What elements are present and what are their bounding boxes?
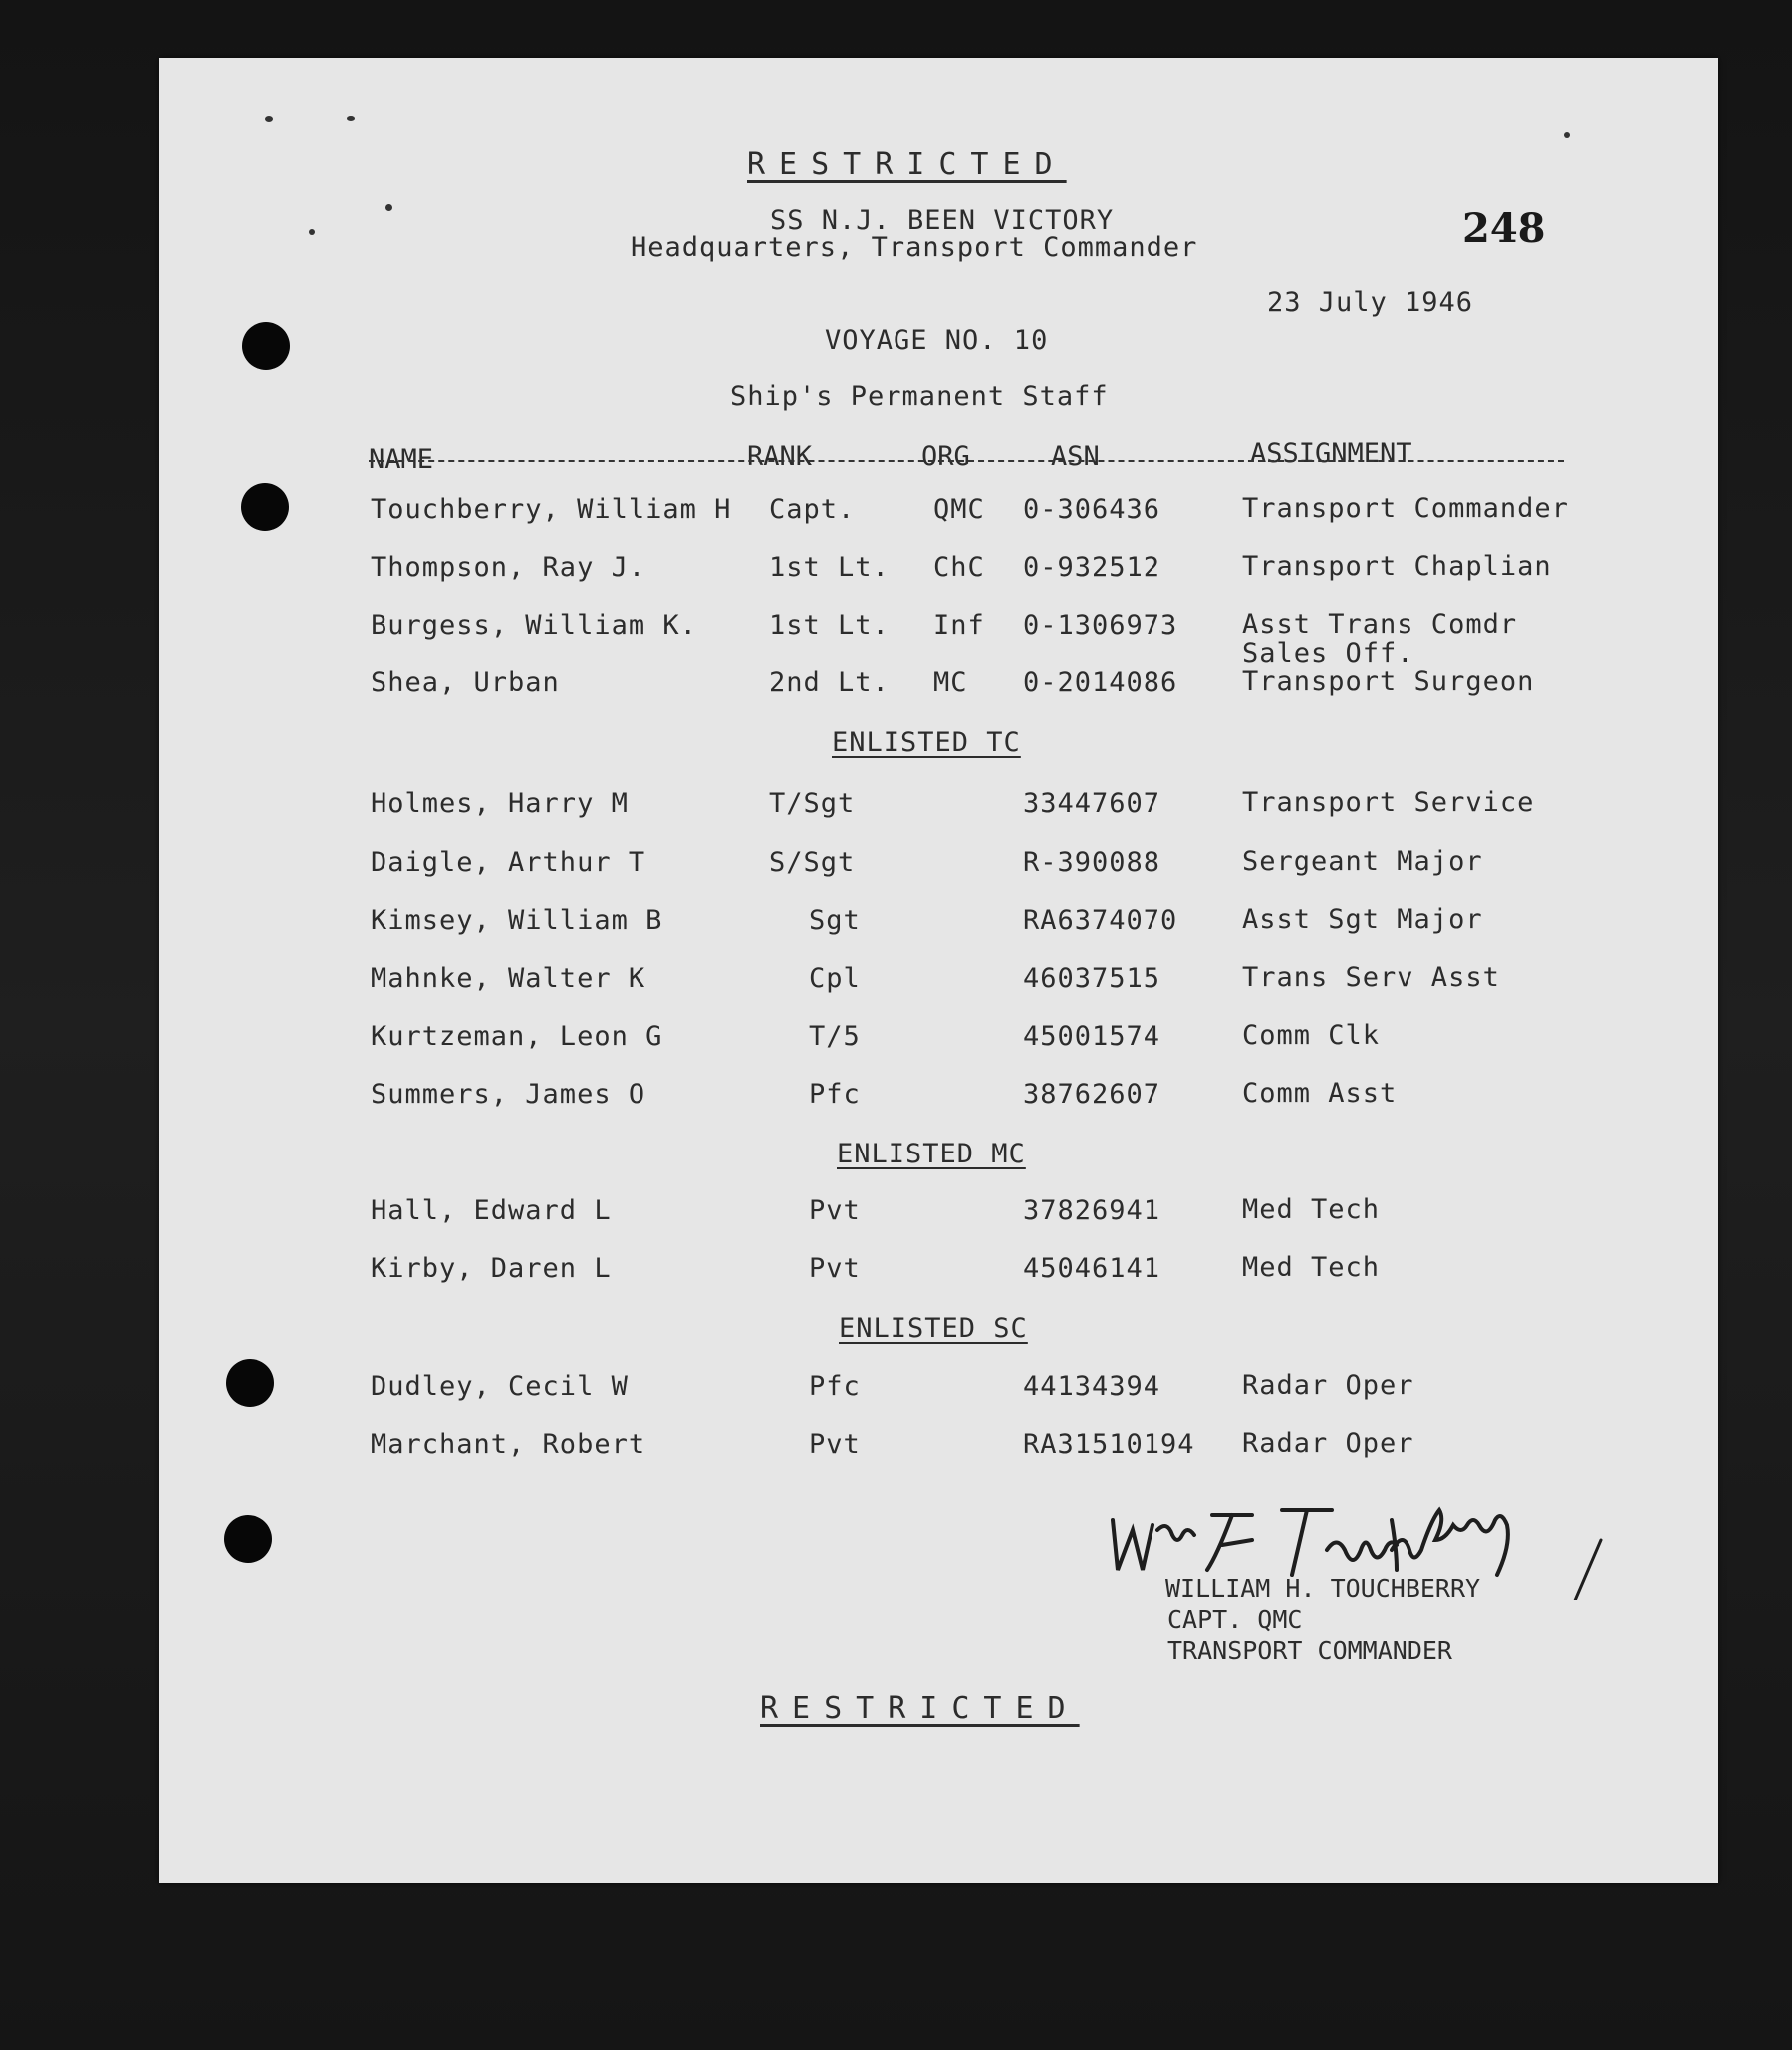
cell-assignment: Transport Commander	[1242, 493, 1569, 524]
signer-title: TRANSPORT COMMANDER	[1167, 1636, 1452, 1665]
cell-assignment: Radar Oper	[1242, 1428, 1414, 1459]
table-row	[371, 552, 1616, 592]
table-row	[371, 905, 1616, 945]
document-date: 23 July 1946	[1267, 287, 1474, 318]
table-row	[371, 1253, 1616, 1293]
cell-rank: Pvt	[809, 1253, 861, 1284]
punch-hole	[242, 322, 290, 370]
table-row	[371, 1429, 1616, 1469]
stray-mark	[265, 116, 273, 122]
cell-org: Inf	[933, 610, 985, 641]
cell-name: Marchant, Robert	[371, 1429, 646, 1460]
cell-name: Shea, Urban	[371, 667, 560, 698]
punch-hole	[226, 1359, 274, 1407]
cell-assignment: Radar Oper	[1242, 1370, 1414, 1401]
cell-asn: 0-1306973	[1023, 610, 1178, 641]
table-row	[371, 963, 1616, 1003]
cell-assignment: Trans Serv Asst	[1242, 962, 1500, 993]
restricted-heading-top: RESTRICTED	[747, 147, 1067, 182]
cell-asn: RA31510194	[1023, 1429, 1195, 1460]
cell-rank: T/Sgt	[769, 788, 856, 819]
cell-org: QMC	[933, 494, 985, 525]
cell-assignment: Asst Sgt Major	[1242, 904, 1483, 935]
cell-asn: 45001574	[1023, 1021, 1161, 1052]
cell-rank: T/5	[809, 1021, 861, 1052]
punch-hole	[241, 483, 289, 531]
cell-name: Burgess, William K.	[371, 610, 697, 641]
section-title-enlisted-mc: ENLISTED MC	[837, 1139, 1026, 1169]
cell-assignment: Transport Chaplian	[1242, 551, 1552, 582]
cell-asn: 37826941	[1023, 1195, 1161, 1226]
column-header-assignment: ASSIGNMENT	[1250, 438, 1412, 469]
cell-assignment: Comm Clk	[1242, 1020, 1381, 1051]
cell-rank: Sgt	[809, 905, 861, 936]
table-row	[371, 667, 1616, 707]
section-title-enlisted-tc: ENLISTED TC	[832, 727, 1021, 758]
staff-title: Ship's Permanent Staff	[730, 382, 1109, 412]
cell-asn: 33447607	[1023, 788, 1161, 819]
cell-assignment: Asst Trans Comdr Sales Off.	[1242, 609, 1518, 669]
cell-org: ChC	[933, 552, 985, 583]
cell-name: Thompson, Ray J.	[371, 552, 646, 583]
table-row	[371, 847, 1616, 887]
cell-name: Kurtzeman, Leon G	[371, 1021, 663, 1052]
cell-org: MC	[933, 667, 968, 698]
cell-rank: Pvt	[809, 1195, 861, 1226]
cell-rank: S/Sgt	[769, 847, 856, 878]
document-page	[159, 58, 1718, 1883]
column-header-org: ORG	[921, 441, 970, 472]
signer-name: WILLIAM H. TOUCHBERRY	[1165, 1574, 1481, 1603]
cell-name: Summers, James O	[371, 1079, 646, 1110]
table-row	[371, 1371, 1616, 1410]
ship-name: SS N.J. BEEN VICTORY	[770, 205, 1115, 236]
stray-mark	[1564, 132, 1570, 138]
column-header-name: NAME	[369, 444, 434, 475]
cell-rank: 2nd Lt.	[769, 667, 890, 698]
cell-assignment: Transport Surgeon	[1242, 666, 1535, 697]
cell-rank: Cpl	[809, 963, 861, 994]
signer-rank: CAPT. QMC	[1167, 1605, 1303, 1634]
stray-mark	[309, 229, 315, 235]
cell-rank: 1st Lt.	[769, 610, 890, 641]
column-header-rank: RANK	[747, 441, 813, 472]
cell-asn: 0-2014086	[1023, 667, 1178, 698]
table-row	[371, 494, 1616, 534]
cell-rank: Capt.	[769, 494, 856, 525]
table-row	[371, 788, 1616, 828]
punch-hole	[224, 1515, 272, 1563]
cell-asn: 38762607	[1023, 1079, 1161, 1110]
cell-rank: Pfc	[809, 1371, 861, 1402]
table-row	[371, 609, 1616, 669]
table-row	[371, 1079, 1616, 1119]
column-header-asn: ASN	[1051, 441, 1100, 472]
cell-assignment: Med Tech	[1242, 1194, 1381, 1225]
cell-assignment: Med Tech	[1242, 1252, 1381, 1283]
cell-asn: RA6374070	[1023, 905, 1178, 936]
cell-assignment: Sergeant Major	[1242, 846, 1483, 877]
stray-mark	[347, 116, 355, 121]
cell-rank: 1st Lt.	[769, 552, 890, 583]
table-row	[371, 1195, 1616, 1235]
section-title-enlisted-sc: ENLISTED SC	[839, 1313, 1028, 1344]
restricted-heading-bottom: RESTRICTED	[760, 1691, 1080, 1726]
headquarters-line: Headquarters, Transport Commander	[631, 232, 1198, 263]
cell-asn: 0-306436	[1023, 494, 1161, 525]
stray-mark	[385, 204, 392, 211]
table-row	[371, 1021, 1616, 1061]
cell-name: Hall, Edward L	[371, 1195, 612, 1226]
cell-name: Touchberry, William H	[371, 494, 732, 525]
cell-rank: Pvt	[809, 1429, 861, 1460]
cell-name: Holmes, Harry M	[371, 788, 629, 819]
cell-name: Daigle, Arthur T	[371, 847, 646, 878]
voyage-number: VOYAGE NO. 10	[825, 325, 1049, 356]
cell-name: Kimsey, William B	[371, 905, 663, 936]
cell-asn: 46037515	[1023, 963, 1161, 994]
page-number: 248	[1462, 205, 1546, 252]
cell-asn: 0-932512	[1023, 552, 1161, 583]
cell-asn: 45046141	[1023, 1253, 1161, 1284]
cell-name: Kirby, Daren L	[371, 1253, 612, 1284]
cell-assignment: Transport Service	[1242, 787, 1535, 818]
cell-name: Dudley, Cecil W	[371, 1371, 629, 1402]
cell-name: Mahnke, Walter K	[371, 963, 646, 994]
cell-asn: 44134394	[1023, 1371, 1161, 1402]
cell-assignment: Comm Asst	[1242, 1078, 1398, 1109]
header-rule	[369, 460, 1564, 462]
cell-rank: Pfc	[809, 1079, 861, 1110]
cell-asn: R-390088	[1023, 847, 1161, 878]
